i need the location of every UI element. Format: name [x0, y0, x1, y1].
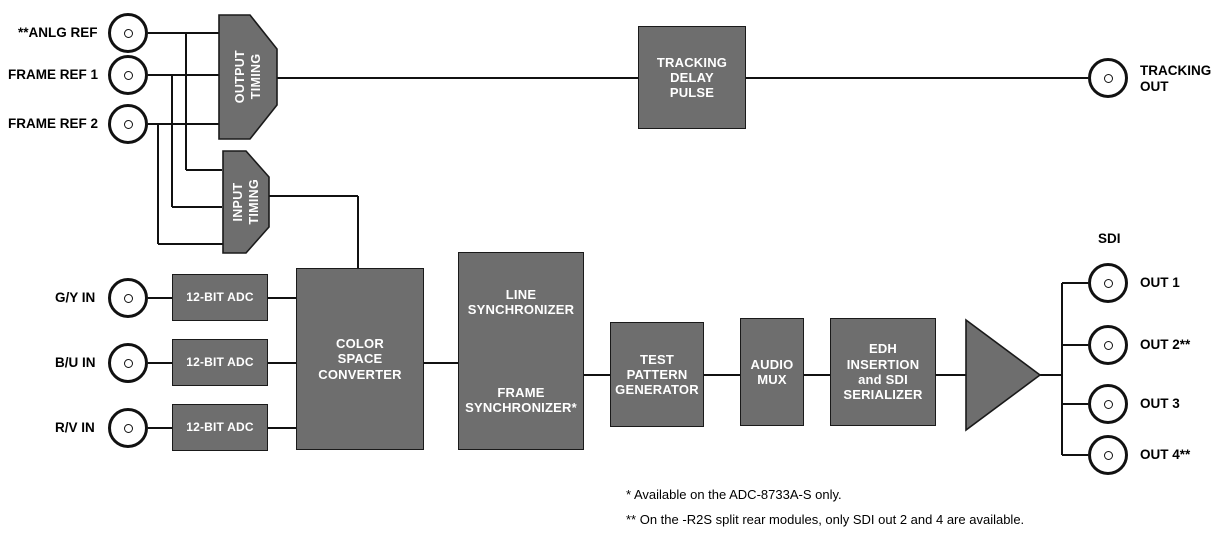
block-color-space-converter [296, 268, 424, 450]
label-gy-in: G/Y IN [55, 290, 96, 305]
output-timing-line1: OUTPUT [232, 50, 247, 104]
bnc-bu-in[interactable] [108, 343, 148, 383]
input-timing-line1: INPUT [230, 182, 245, 222]
block-synchronizer [458, 252, 584, 450]
block-test-pattern-generator [610, 322, 704, 427]
edh-line3: and SDI [858, 372, 908, 387]
bnc-rv-in[interactable] [108, 408, 148, 448]
block-adc-3 [172, 404, 268, 451]
label-frame-ref-1: FRAME REF 1 [8, 67, 99, 82]
output-timing-line2: TIMING [249, 54, 263, 100]
label-tracking-out [1140, 63, 1211, 94]
sync-line2: SYNCHRONIZER [467, 302, 575, 317]
tracking-delay-line1: TRACKING [656, 54, 728, 70]
bnc-sdi-out-2[interactable] [1088, 325, 1128, 365]
block-tracking-delay-pulse [638, 26, 746, 129]
bnc-analog-ref[interactable] [108, 13, 148, 53]
tpg-line2: PATTERN [626, 366, 688, 382]
block-adc-2 [172, 339, 268, 386]
adc-3-label: 12-BIT ADC [186, 420, 254, 435]
csc-line2: SPACE [337, 351, 383, 367]
adc-2-label: 12-BIT ADC [186, 355, 254, 370]
bnc-gy-in[interactable] [108, 278, 148, 318]
tpg-line1: TEST [639, 351, 675, 367]
label-tracking-out-line2: OUT [1140, 78, 1169, 94]
block-edh-insertion-sdi-serializer [830, 318, 936, 426]
output-timing-text [218, 14, 278, 140]
bnc-sdi-out-4[interactable] [1088, 435, 1128, 475]
block-audio-mux [740, 318, 804, 426]
edh-line4: SERIALIZER [843, 387, 923, 403]
edh-line2: INSERTION [846, 356, 920, 372]
footnote-1: * Available on the ADC-8733A-S only. [626, 487, 842, 502]
sync-line4: SYNCHRONIZER* [465, 400, 577, 415]
input-timing-line2: TIMING [247, 179, 261, 225]
tracking-delay-line3: PULSE [669, 85, 715, 101]
label-sdi-group: SDI [1098, 231, 1121, 246]
input-timing-text [222, 150, 270, 254]
bnc-sdi-out-3[interactable] [1088, 384, 1128, 424]
bnc-frame-ref-1[interactable] [108, 55, 148, 95]
tpg-line3: GENERATOR [615, 382, 699, 398]
csc-line3: CONVERTER [318, 366, 402, 382]
label-rv-in: R/V IN [55, 420, 95, 435]
label-frame-ref-2: FRAME REF 2 [8, 116, 99, 131]
label-tracking-out-line1: TRACKING [1140, 63, 1212, 78]
tracking-delay-line2: DELAY [670, 69, 714, 85]
audio-mux-line1: AUDIO [750, 356, 794, 372]
edh-line1: EDH [868, 341, 898, 357]
output-amplifier [964, 318, 1042, 432]
frame-synchronizer-group [465, 385, 577, 416]
sync-line1: LINE [505, 286, 537, 302]
block-output-timing [218, 14, 278, 140]
footnote-2: ** On the -R2S split rear modules, only SDI out 2 and 4 are available. [626, 512, 1025, 527]
block-adc-1 [172, 274, 268, 321]
bnc-sdi-out-1[interactable] [1088, 263, 1128, 303]
label-sdi-out-3: OUT 3 [1140, 396, 1180, 411]
adc-1-label: 12-BIT ADC [186, 290, 254, 305]
audio-mux-line2: MUX [757, 372, 787, 387]
bnc-frame-ref-2[interactable] [108, 104, 148, 144]
label-sdi-out-4: OUT 4** [1140, 447, 1191, 462]
csc-line1: COLOR [336, 336, 384, 351]
block-input-timing [222, 150, 270, 254]
sync-line3: FRAME [497, 384, 545, 400]
label-bu-in: B/U IN [55, 355, 96, 370]
label-sdi-out-1: OUT 1 [1140, 275, 1180, 290]
label-sdi-out-2: OUT 2** [1140, 337, 1191, 352]
line-synchronizer-group [468, 287, 574, 318]
amplifier-shape [964, 318, 1042, 432]
bnc-tracking-out[interactable] [1088, 58, 1128, 98]
label-analog-ref: **ANLG REF [18, 25, 98, 40]
